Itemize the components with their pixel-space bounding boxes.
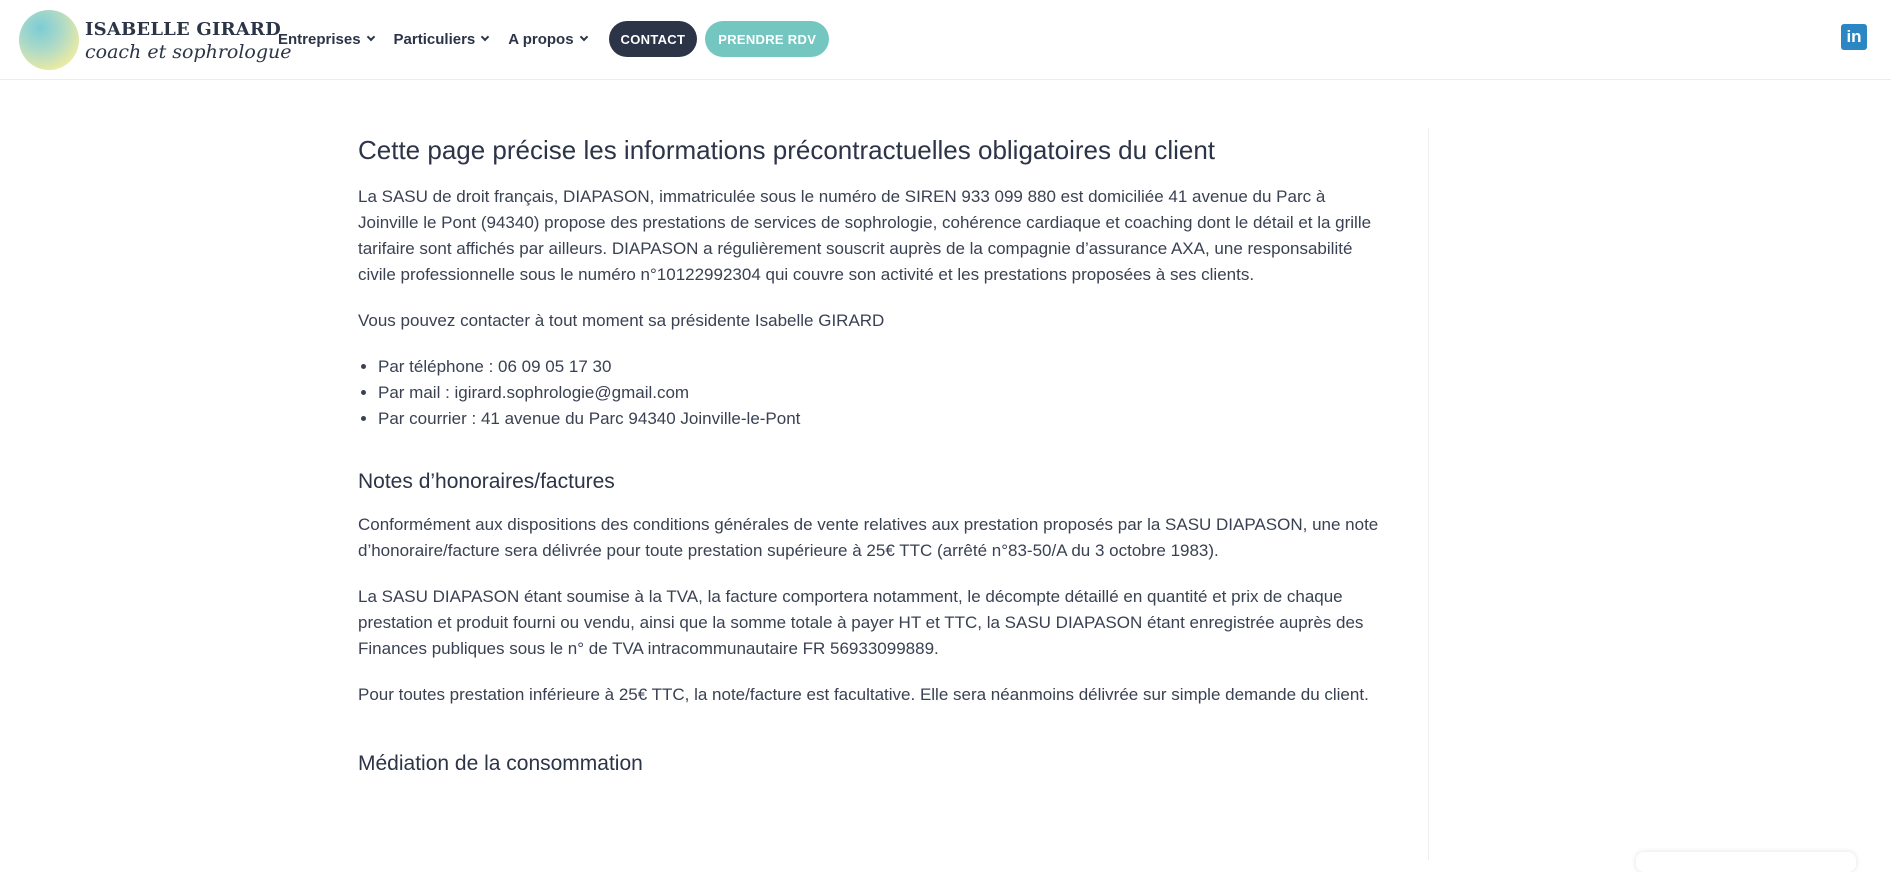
chevron-down-icon	[481, 33, 489, 41]
invoices-heading: Notes d’honoraires/factures	[358, 470, 615, 493]
contact-intro: Vous pouvez contacter à tout moment sa présidente Isabelle GIRARD	[358, 311, 885, 330]
logo-name: ISABELLE GIRARD	[85, 19, 281, 40]
linkedin-icon[interactable]: in	[1841, 24, 1867, 50]
nav-item-entreprises[interactable]	[278, 31, 374, 48]
sidebar-divider	[1428, 128, 1429, 860]
floating-widget[interactable]	[1636, 852, 1856, 872]
nav-item-label: Entreprises	[278, 30, 361, 48]
logo-circle-icon	[19, 10, 79, 70]
intro-paragraph: La SASU de droit français, DIAPASON, immatriculée sous le numéro de SIREN 933 099 880 est domiciliée 41 avenue du Parc à Joinville le Pont (94340) propose des prestations de services de sophrologie, cohérence cardiaque et coaching dont le détail et la grille tarifaire sont affichés par ailleurs. DIAPASON a régulièrement souscrit auprès de la compagnie d’assurance AXA, une responsabilité civile professionnelle sous le numéro n°10122992304 qui couvre son activité et les prestations proposées à ses clients.	[358, 187, 1372, 284]
logo[interactable]	[19, 10, 292, 70]
chevron-down-icon	[366, 33, 374, 41]
nav-item-label: A propos	[508, 30, 574, 48]
list-item: • Par courrier : 41 avenue du Parc 94340 Joinville-le-Pont	[378, 406, 1380, 432]
contact-button[interactable]: CONTACT	[609, 21, 698, 57]
section-spacer	[358, 728, 1380, 750]
main-nav	[278, 21, 829, 57]
list-item: • Par mail : igirard.sophrologie@gmail.com	[378, 380, 1380, 406]
nav-item-a-propos[interactable]	[508, 31, 586, 48]
logo-tagline: coach et sophrologue	[85, 41, 292, 63]
main-content	[358, 133, 1380, 794]
nav-item-label: Particuliers	[393, 30, 476, 48]
page-title: Cette page précise les informations précontractuelles obligatoires du client	[358, 135, 1216, 165]
mediation-heading: Médiation de la consommation	[358, 752, 643, 775]
contact-list	[358, 354, 1380, 432]
invoices-paragraph: Pour toutes prestation inférieure à 25€ TTC, la note/facture est facultative. Elle sera néanmoins délivrée sur simple demande du client.	[358, 685, 1369, 704]
chevron-down-icon	[579, 33, 587, 41]
site-header	[0, 0, 1891, 80]
invoices-paragraph: Conformément aux dispositions des conditions générales de vente relatives aux prestation proposés par la SASU DIAPASON, une note d’honoraire/facture sera délivrée pour toute prestation supérieure à 25€ TTC (arrêté n°83-50/A du 3 octobre 1983).	[358, 515, 1379, 560]
list-item: • Par téléphone : 06 09 05 17 30	[378, 354, 1380, 380]
nav-item-particuliers[interactable]	[394, 31, 489, 48]
book-appointment-button[interactable]: PRENDRE RDV	[705, 21, 829, 57]
invoices-paragraph: La SASU DIAPASON étant soumise à la TVA, la facture comportera notamment, le décompte détaillé en quantité et prix de chaque prestation et produit fourni ou vendu, ainsi que la somme totale à payer HT et TTC, la SASU DIAPASON étant enregistrée auprès des Finances publiques sous le n° de TVA intracommunautaire FR 56933099889.	[358, 587, 1364, 658]
